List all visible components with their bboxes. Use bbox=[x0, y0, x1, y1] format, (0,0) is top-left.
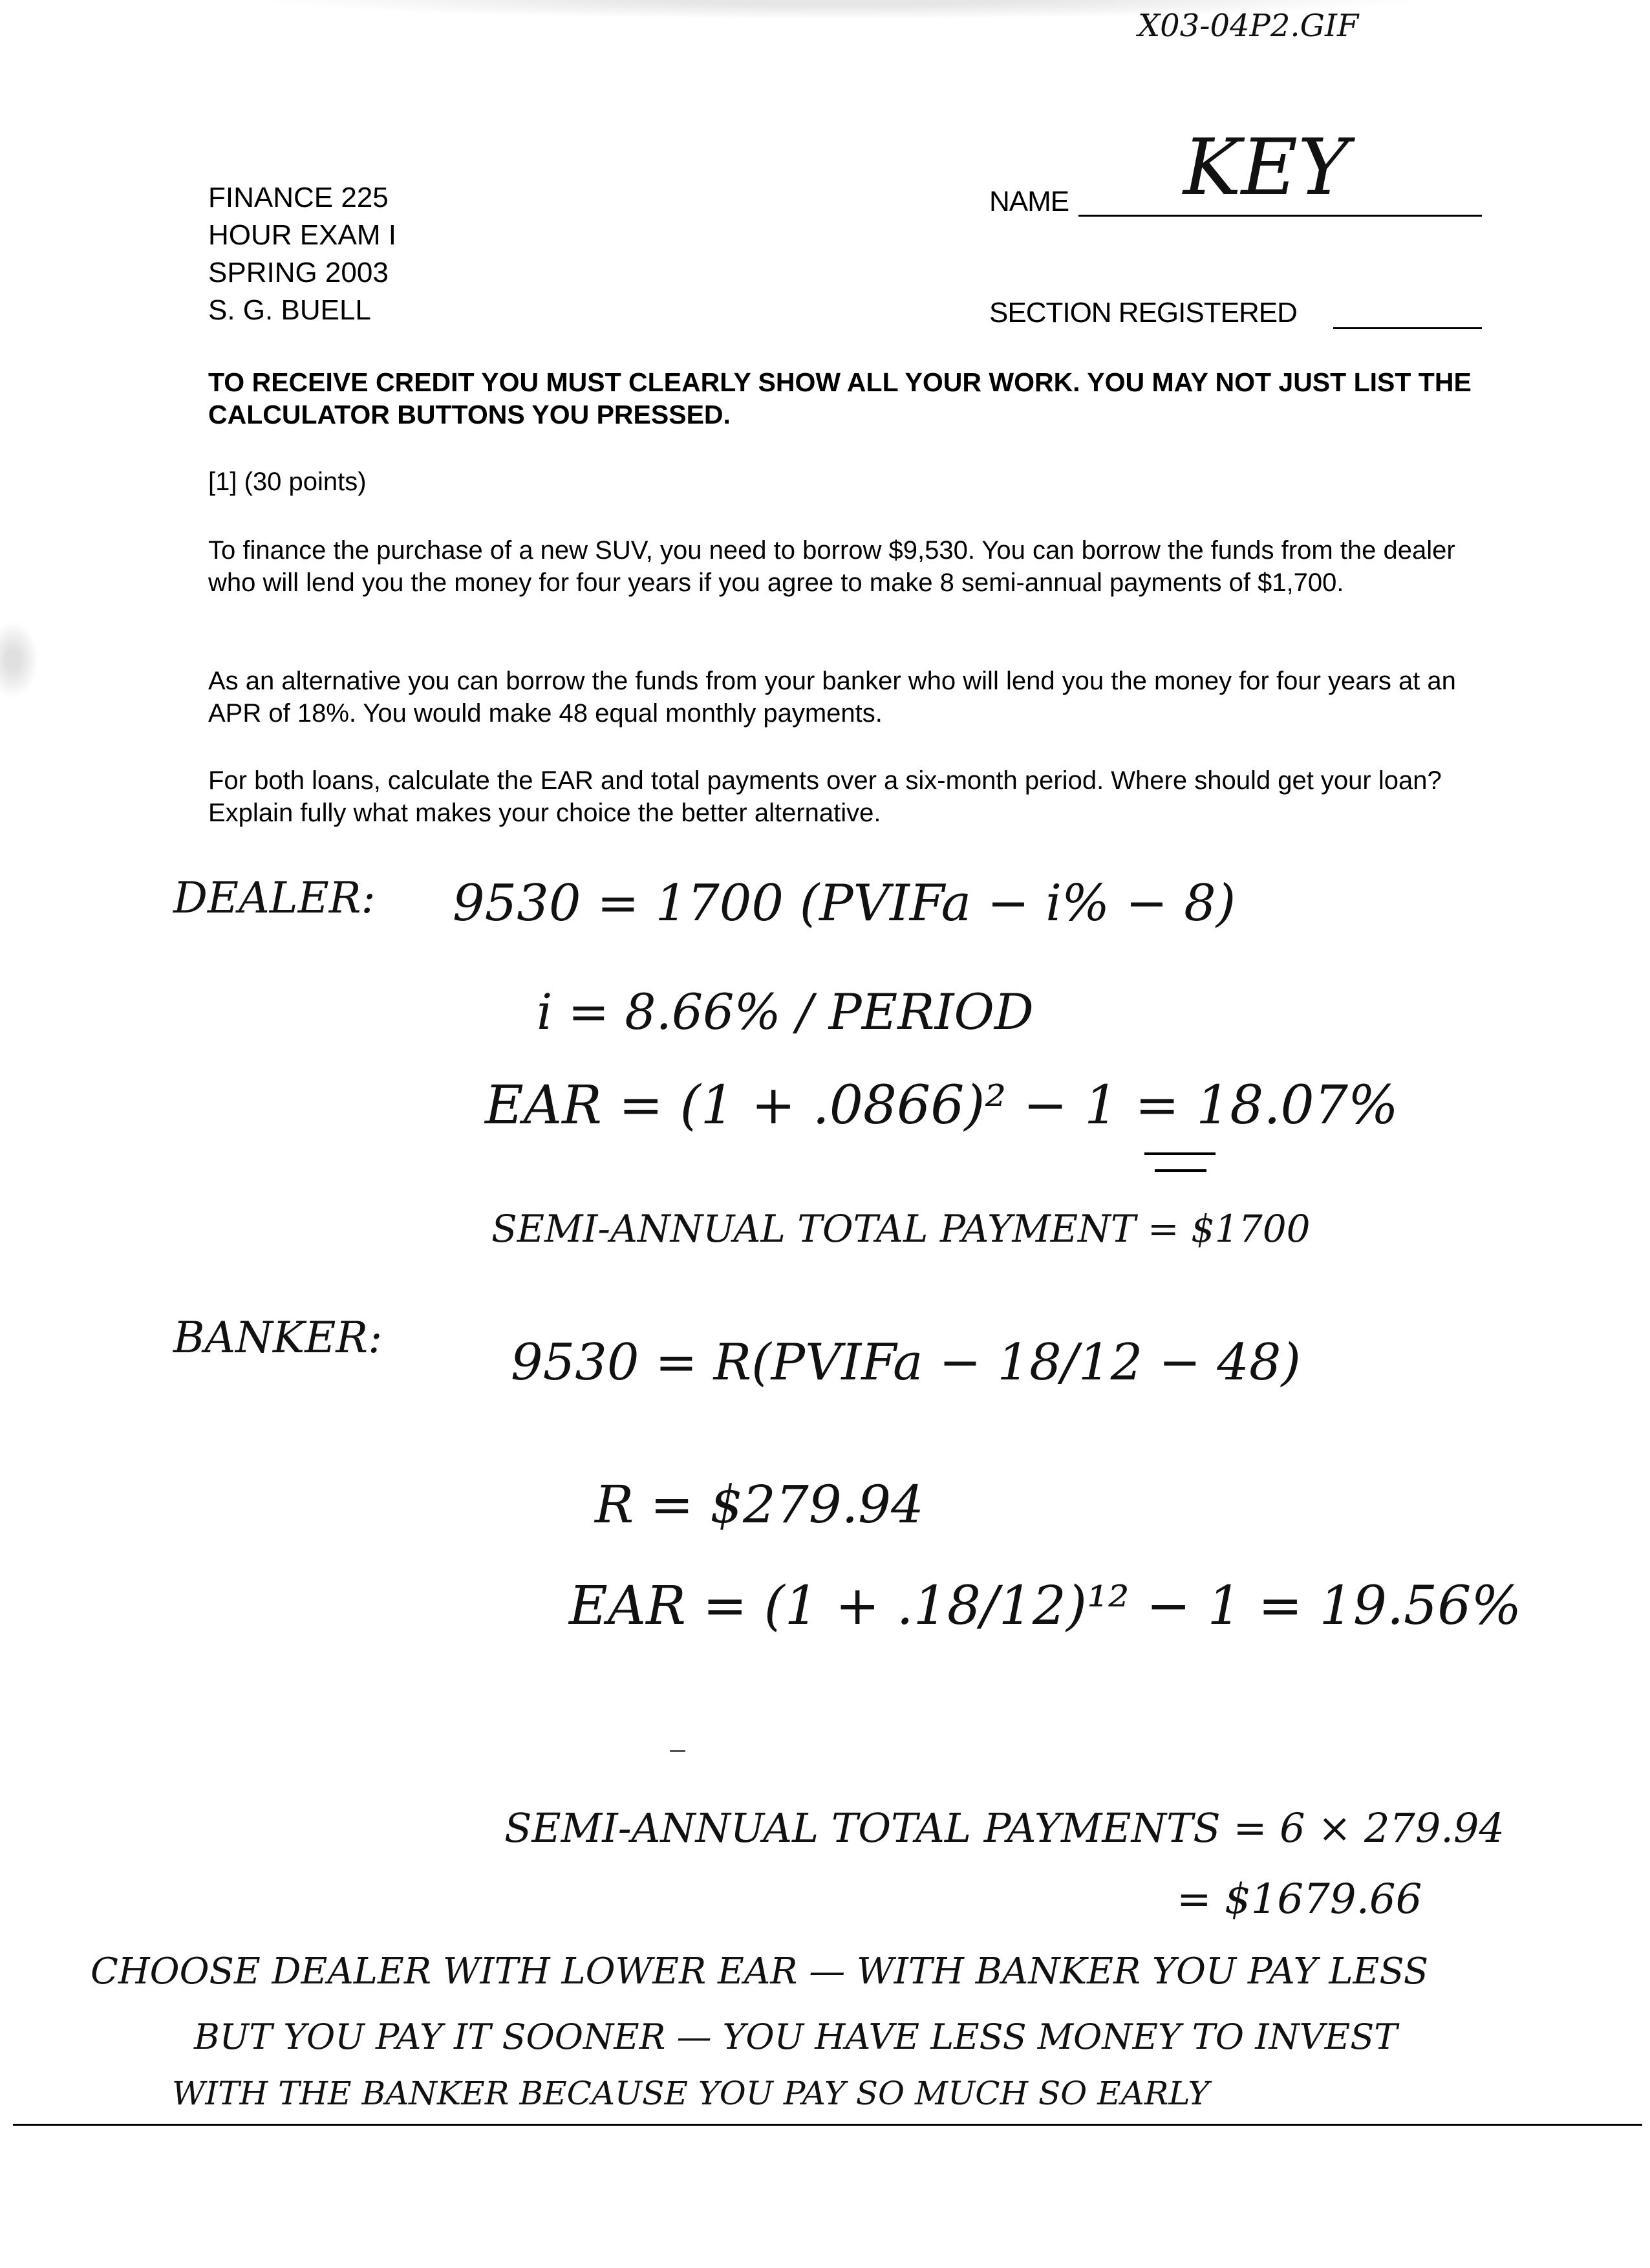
name-label: NAME bbox=[989, 186, 1069, 217]
file-tag: X03-04P2.GIF bbox=[1138, 8, 1359, 44]
conclusion-line-2: BUT YOU PAY IT SOONER — YOU HAVE LESS MONEY TO INVEST bbox=[194, 2016, 1398, 2057]
banker-total-payment-line-2: = $1679.66 bbox=[1177, 1875, 1422, 1923]
exam-title: HOUR EXAM I bbox=[208, 219, 396, 251]
name-value: KEY bbox=[1183, 123, 1349, 213]
scan-noise-left bbox=[0, 621, 39, 698]
question-para-3: For both loans, calculate the EAR and total payments over a six-month period. Where should get your loan? Explain fully what makes your choice the better alternative. bbox=[208, 766, 1442, 827]
bottom-rule bbox=[13, 2124, 1642, 2126]
banker-equation-2: R = $279.94 bbox=[595, 1474, 924, 1535]
section-label: SECTION REGISTERED bbox=[989, 297, 1297, 329]
dealer-equation-1: 9530 = 1700 (PVIFa − i% − 8) bbox=[453, 874, 1236, 933]
banker-equation-1: 9530 = R(PVIFa − 18/12 − 48) bbox=[511, 1334, 1301, 1392]
question-para-2: As an alternative you can borrow the funds from your banker who will lend you the money for four years at an APR of 18%. You would make 48 equal monthly payments. bbox=[208, 667, 1456, 728]
course-title: FINANCE 225 bbox=[208, 182, 389, 213]
banker-equation-3: EAR = (1 + .18/12)¹² − 1 = 19.56% bbox=[569, 1575, 1522, 1637]
banker-label: BANKER: bbox=[173, 1313, 383, 1363]
dealer-ear-underline-2 bbox=[1155, 1169, 1206, 1172]
term: SPRING 2003 bbox=[208, 257, 389, 288]
conclusion-line-3: WITH THE BANKER BECAUSE YOU PAY SO MUCH SO EARLY bbox=[172, 2075, 1210, 2112]
name-underline bbox=[1078, 215, 1482, 217]
question-para-1: To finance the purchase of a new SUV, you need to borrow $9,530. You can borrow the funds from the dealer who will lend you the money for four years if you agree to make 8 semi-annual payments of $1,700. bbox=[208, 536, 1455, 597]
instructor: S. G. BUELL bbox=[208, 294, 371, 326]
scan-speck bbox=[670, 1750, 685, 1752]
dealer-label: DEALER: bbox=[173, 873, 376, 923]
dealer-equation-2: i = 8.66% / PERIOD bbox=[537, 983, 1034, 1041]
section-underline bbox=[1333, 327, 1482, 329]
dealer-total-payment: SEMI-ANNUAL TOTAL PAYMENT = $1700 bbox=[491, 1207, 1311, 1251]
conclusion-line-1: CHOOSE DEALER WITH LOWER EAR — WITH BANKER YOU PAY LESS bbox=[91, 1950, 1429, 1993]
dealer-ear-underline-1 bbox=[1144, 1152, 1216, 1155]
instructions: TO RECEIVE CREDIT YOU MUST CLEARLY SHOW ALL YOUR WORK. YOU MAY NOT JUST LIST THE CALCULATOR BUTTONS YOU PRESSED. bbox=[208, 367, 1472, 429]
banker-total-payment-line-1: SEMI-ANNUAL TOTAL PAYMENTS = 6 × 279.94 bbox=[504, 1804, 1505, 1852]
question-number: [1] (30 points) bbox=[208, 468, 367, 496]
dealer-equation-3: EAR = (1 + .0866)² − 1 = 18.07% bbox=[485, 1075, 1398, 1136]
